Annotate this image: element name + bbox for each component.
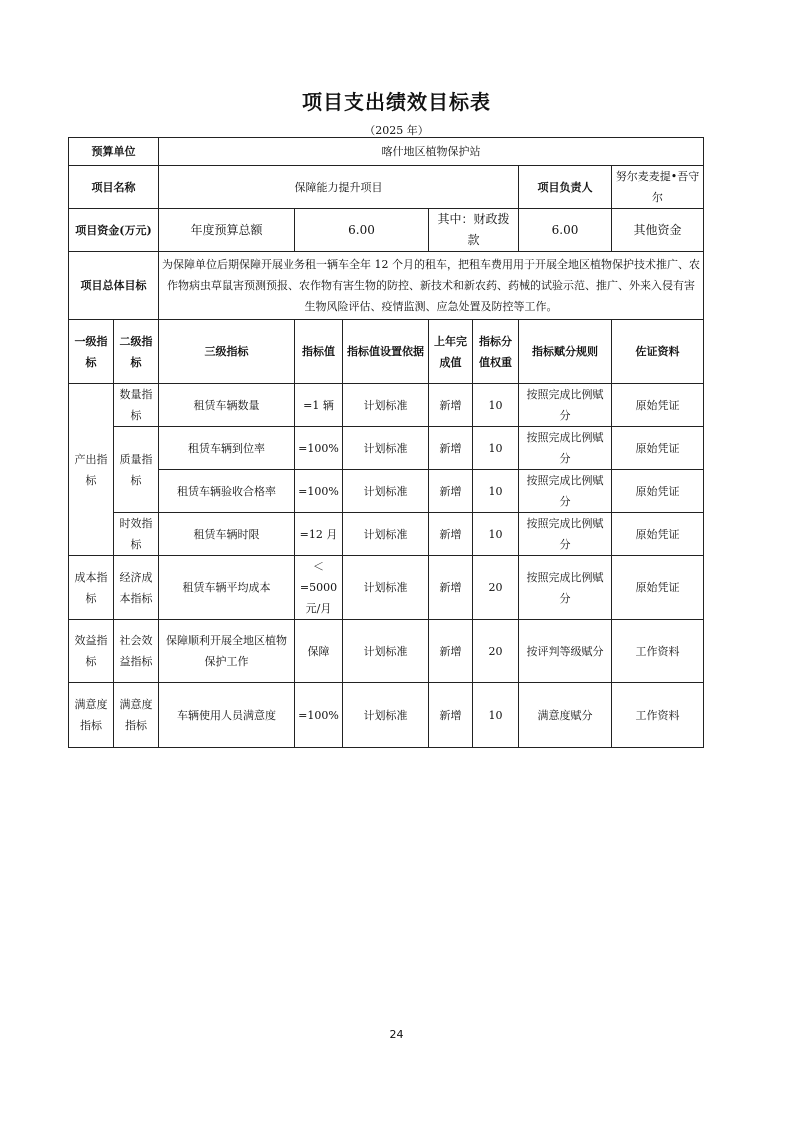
fiscal-appropriation-value: 6.00 — [519, 209, 612, 252]
scoring-rule: 按照完成比例赋分 — [519, 556, 612, 620]
indicator-value: =100% — [295, 427, 343, 470]
page-title: 项目支出绩效目标表 — [302, 90, 491, 114]
scoring-rule: 按照完成比例赋分 — [519, 384, 612, 427]
evidence: 原始凭证 — [612, 513, 704, 556]
prev-year-value: 新增 — [429, 556, 473, 620]
indicator-weight: 10 — [473, 683, 519, 748]
scoring-rule: 按评判等级赋分 — [519, 620, 612, 683]
project-name-value: 保障能力提升项目 — [159, 166, 519, 209]
level3-indicator: 车辆使用人员满意度 — [159, 683, 295, 748]
level1-satisfaction: 满意度指标 — [69, 683, 114, 748]
scoring-rule: 满意度赋分 — [519, 683, 612, 748]
indicator-value: =1 辆 — [295, 384, 343, 427]
indicator-weight: 20 — [473, 556, 519, 620]
level2-satisfaction: 满意度指标 — [114, 683, 159, 748]
level2-quantity: 数量指标 — [114, 384, 159, 427]
indicator-basis: 计划标准 — [343, 513, 429, 556]
indicator-weight: 10 — [473, 513, 519, 556]
level3-indicator: 租赁车辆时限 — [159, 513, 295, 556]
indicator-value: =12 月 — [295, 513, 343, 556]
budget-unit-label: 预算单位 — [69, 138, 159, 166]
scoring-rule: 按照完成比例赋分 — [519, 427, 612, 470]
indicator-basis: 计划标准 — [343, 620, 429, 683]
evidence: 工作资料 — [612, 683, 704, 748]
fiscal-appropriation-label: 其中：财政拨款 — [429, 209, 519, 252]
header-value: 指标值 — [295, 320, 343, 384]
level1-output: 产出指标 — [69, 384, 114, 556]
indicator-basis: 计划标准 — [343, 683, 429, 748]
header-level3: 三级指标 — [159, 320, 295, 384]
budget-unit-value: 喀什地区植物保护站 — [159, 138, 704, 166]
indicator-value: =100% — [295, 470, 343, 513]
project-name-label: 项目名称 — [69, 166, 159, 209]
page-year: （2025 年） — [364, 124, 429, 137]
prev-year-value: 新增 — [429, 620, 473, 683]
indicator-value: =100% — [295, 683, 343, 748]
overall-goal-text: 为保障单位后期保障开展业务租一辆车全年 12 个月的租车，把租车费用用于开展全地区植物保护技术推广、农作物病虫草鼠害预测预报、农作物有害生物的防控、新技术和新农药、药械的试验示范、推广、外来入侵有害生物风险评估、疫情监测、应急处置及防控等工作。 — [159, 252, 704, 320]
level2-timeliness: 时效指标 — [114, 513, 159, 556]
indicator-weight: 10 — [473, 384, 519, 427]
evidence: 工作资料 — [612, 620, 704, 683]
table-row — [69, 556, 704, 620]
level3-indicator: 租赁车辆平均成本 — [159, 556, 295, 620]
prev-year-value: 新增 — [429, 683, 473, 748]
evidence: 原始凭证 — [612, 384, 704, 427]
row-project-funds — [69, 209, 704, 252]
performance-target-table — [68, 137, 704, 748]
project-leader-value: 努尔麦麦提•吾守尔 — [612, 166, 704, 209]
scoring-rule: 按照完成比例赋分 — [519, 513, 612, 556]
table-row — [69, 384, 704, 427]
header-evidence: 佐证资料 — [612, 320, 704, 384]
row-budget-unit — [69, 138, 704, 166]
indicator-basis: 计划标准 — [343, 427, 429, 470]
indicator-weight: 10 — [473, 427, 519, 470]
annual-budget-label: 年度预算总额 — [159, 209, 295, 252]
level3-indicator: 租赁车辆到位率 — [159, 427, 295, 470]
header-level2: 二级指标 — [114, 320, 159, 384]
indicator-weight: 10 — [473, 470, 519, 513]
level3-indicator: 租赁车辆验收合格率 — [159, 470, 295, 513]
header-level1: 一级指标 — [69, 320, 114, 384]
table-row — [69, 620, 704, 683]
indicator-basis: 计划标准 — [343, 384, 429, 427]
level2-social-benefit: 社会效益指标 — [114, 620, 159, 683]
level3-indicator: 租赁车辆数量 — [159, 384, 295, 427]
prev-year-value: 新增 — [429, 427, 473, 470]
header-prev: 上年完成值 — [429, 320, 473, 384]
prev-year-value: 新增 — [429, 384, 473, 427]
prev-year-value: 新增 — [429, 513, 473, 556]
level1-benefit: 效益指标 — [69, 620, 114, 683]
level1-cost: 成本指标 — [69, 556, 114, 620]
header-weight: 指标分值权重 — [473, 320, 519, 384]
evidence: 原始凭证 — [612, 427, 704, 470]
table-row — [69, 470, 704, 513]
other-funds-label: 其他资金 — [612, 209, 704, 252]
header-basis: 指标值设置依据 — [343, 320, 429, 384]
evidence: 原始凭证 — [612, 556, 704, 620]
evidence: 原始凭证 — [612, 470, 704, 513]
scoring-rule: 按照完成比例赋分 — [519, 470, 612, 513]
page-number: 24 — [389, 1028, 404, 1041]
indicator-basis: 计划标准 — [343, 470, 429, 513]
table-row — [69, 427, 704, 470]
row-overall-goal — [69, 252, 704, 320]
indicator-value: ＜=5000元/月 — [295, 556, 343, 620]
table-row — [69, 683, 704, 748]
row-project-name — [69, 166, 704, 209]
header-rule: 指标赋分规则 — [519, 320, 612, 384]
overall-goal-label: 项目总体目标 — [69, 252, 159, 320]
prev-year-value: 新增 — [429, 470, 473, 513]
indicator-weight: 20 — [473, 620, 519, 683]
row-headers — [69, 320, 704, 384]
project-leader-label: 项目负责人 — [519, 166, 612, 209]
level3-indicator: 保障顺利开展全地区植物保护工作 — [159, 620, 295, 683]
indicator-value: 保障 — [295, 620, 343, 683]
table-row — [69, 513, 704, 556]
annual-budget-value: 6.00 — [295, 209, 429, 252]
project-funds-label: 项目资金(万元) — [69, 209, 159, 252]
level2-economic-cost: 经济成本指标 — [114, 556, 159, 620]
indicator-basis: 计划标准 — [343, 556, 429, 620]
level2-quality: 质量指标 — [114, 427, 159, 513]
